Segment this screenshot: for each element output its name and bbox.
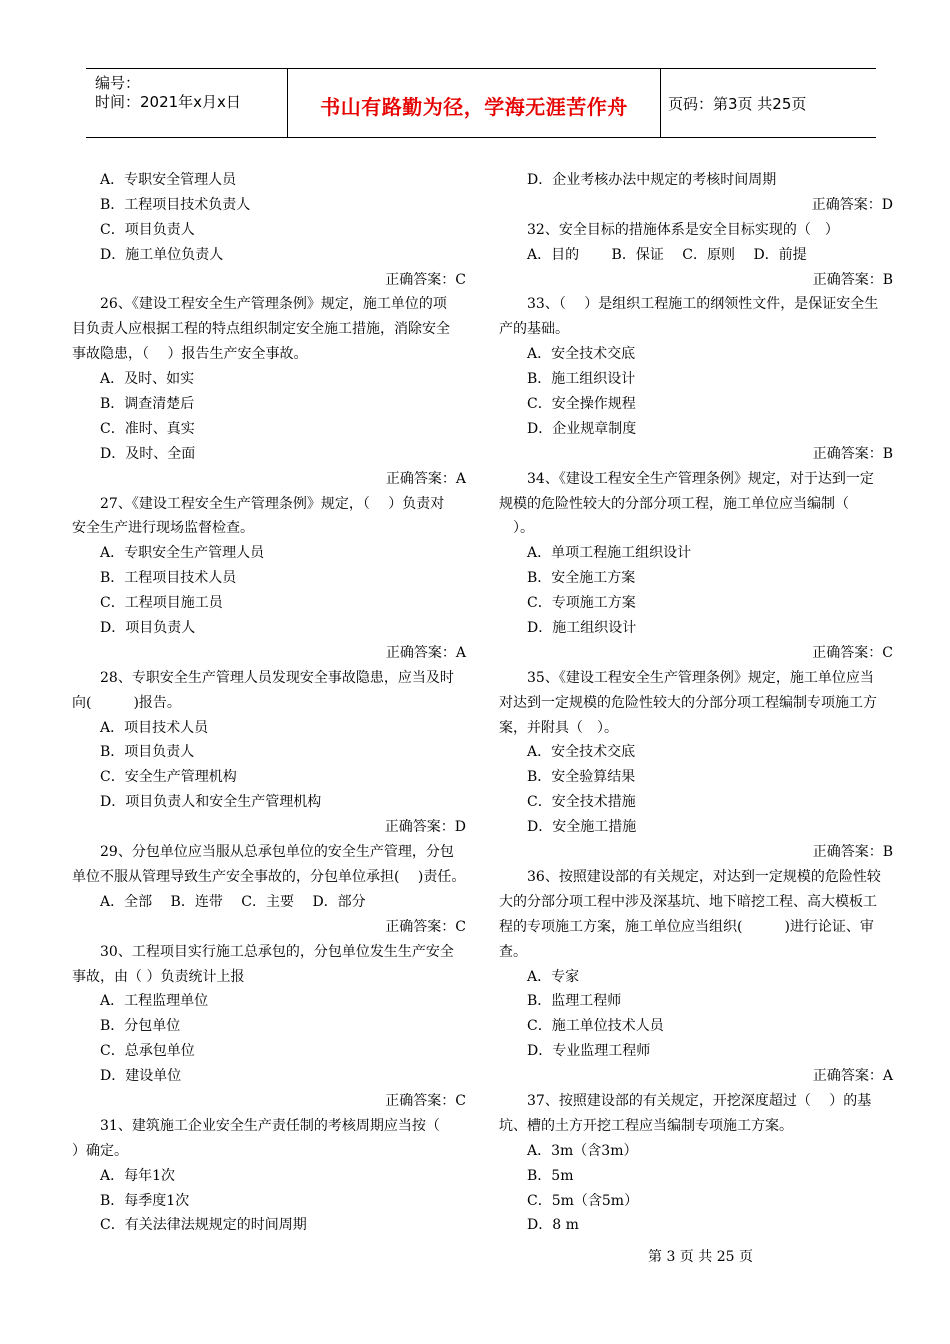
correct-answer: 正确答案：A — [385, 470, 466, 487]
question-text-continued: 安全生产进行现场监督检查。 — [72, 520, 254, 537]
answer-option: C．有关法律法规规定的时间周期 — [100, 1217, 307, 1234]
question-text-continued: 产的基础。 — [499, 321, 569, 338]
question-text: 37、按照建设部的有关规定，开挖深度超过（ ）的基 — [527, 1092, 872, 1109]
correct-answer: 正确答案：C — [385, 271, 466, 288]
answer-option: D．安全施工措施 — [527, 819, 637, 836]
answer-option: A．目的 B．保证 C．原则 D．前提 — [527, 246, 807, 263]
question-text-continued: ）确定。 — [72, 1142, 128, 1159]
page-footer: 第 3 页 共 25 页 — [648, 1249, 753, 1265]
question-text: 27、《建设工程安全生产管理条例》规定，（ ）负责对 — [100, 495, 445, 512]
correct-answer: 正确答案：A — [812, 1068, 893, 1085]
question-text-continued: 大的分部分项工程中涉及深基坑、地下暗挖工程、高大模板工 — [499, 893, 877, 910]
document-number-label: 编号： — [95, 74, 141, 92]
answer-option: D．及时、全面 — [100, 445, 196, 462]
answer-option: D．施工单位负责人 — [100, 246, 224, 263]
answer-option: C．5m（含5m） — [527, 1192, 639, 1209]
question-text-continued: 事故，由（ ）负责统计上报 — [72, 968, 245, 985]
answer-option: A．工程监理单位 — [100, 993, 209, 1010]
correct-answer: 正确答案：B — [812, 844, 893, 861]
answer-option: D．项目负责人和安全生产管理机构 — [100, 794, 322, 811]
question-text: 34、《建设工程安全生产管理条例》规定，对于达到一定 — [527, 470, 874, 487]
answer-option: A．专家 — [527, 968, 580, 985]
question-text-continued: 案，并附具（ ）。 — [499, 719, 618, 736]
answer-option: A．3m（含3m） — [527, 1142, 638, 1159]
answer-option: A．每年1次 — [100, 1167, 176, 1184]
answer-option: D．企业考核办法中规定的考核时间周期 — [527, 172, 777, 188]
question-text-continued: 程的专项施工方案，施工单位应当组织( )进行论证、审 — [499, 918, 874, 935]
correct-answer: 正确答案：C — [812, 644, 893, 661]
answer-option: A．安全技术交底 — [527, 744, 636, 761]
question-text: 35、《建设工程安全生产管理条例》规定，施工单位应当 — [527, 669, 874, 686]
answer-option: C．准时、真实 — [100, 420, 195, 437]
header-page-number: 页码：第3页 共25页 — [668, 95, 807, 113]
question-text: 26、《建设工程安全生产管理条例》规定，施工单位的项 — [100, 296, 447, 313]
question-text-continued: ）。 — [499, 520, 534, 537]
answer-option: B．5m — [527, 1167, 574, 1184]
document-time-label: 时间：2021年x月x日 — [95, 93, 241, 111]
question-text-continued: 向( )报告。 — [72, 694, 181, 711]
answer-option: A．全部 B．连带 C．主要 D．部分 — [100, 893, 366, 910]
answer-option: D．建设单位 — [100, 1068, 182, 1085]
answer-option: B．施工组织设计 — [527, 371, 636, 388]
answer-option: C．专项施工方案 — [527, 595, 636, 612]
answer-option: C．项目负责人 — [100, 221, 195, 238]
question-text: 32、安全目标的措施体系是安全目标实现的（ ） — [527, 221, 839, 238]
answer-option: C．安全技术措施 — [527, 794, 636, 811]
question-text: 36、按照建设部的有关规定，对达到一定规模的危险性较 — [527, 868, 881, 885]
answer-option: C．安全生产管理机构 — [100, 769, 237, 786]
answer-option: B．项目负责人 — [100, 744, 195, 761]
correct-answer: 正确答案：A — [385, 644, 466, 661]
left-column — [72, 168, 466, 1238]
answer-option: D．施工组织设计 — [527, 620, 637, 637]
answer-option: D．企业规章制度 — [527, 420, 637, 437]
question-text-continued: 对达到一定规模的危险性较大的分部分项工程编制专项施工方 — [499, 694, 877, 711]
answer-option: A．专职安全生产管理人员 — [100, 545, 265, 562]
answer-option: C．总承包单位 — [100, 1043, 195, 1060]
answer-option: B．监理工程师 — [527, 993, 622, 1010]
correct-answer: 正确答案：D — [811, 196, 893, 213]
answer-option: A．安全技术交底 — [527, 346, 636, 363]
answer-option: B．调查清楚后 — [100, 396, 195, 413]
answer-option: D．专业监理工程师 — [527, 1043, 651, 1060]
question-text: 31、建筑施工企业安全生产责任制的考核周期应当按（ — [100, 1117, 440, 1134]
answer-option: B．分包单位 — [100, 1018, 181, 1035]
answer-option: A．单项工程施工组织设计 — [527, 545, 692, 562]
question-text: 33、（ ）是组织工程施工的纲领性文件，是保证安全生 — [527, 296, 879, 313]
question-text: 30、工程项目实行施工总承包的，分包单位发生生产安全 — [100, 943, 454, 960]
answer-option: D．8 m — [527, 1217, 579, 1234]
answer-option: D．项目负责人 — [100, 620, 196, 637]
correct-answer: 正确答案：D — [384, 819, 466, 836]
answer-option: A．及时、如实 — [100, 371, 195, 388]
answer-option: C．工程项目施工员 — [100, 595, 223, 612]
question-text-continued: 坑、槽的土方开挖工程应当编制专项施工方案。 — [499, 1117, 793, 1134]
question-text-continued: 事故隐患，（ ）报告生产安全事故。 — [72, 346, 308, 363]
header-meta-cell — [86, 69, 286, 137]
question-text-continued: 单位不服从管理导致生产安全事故的，分包单位承担( )责任。 — [72, 868, 466, 885]
correct-answer: 正确答案：C — [385, 918, 466, 935]
right-column — [499, 168, 893, 1238]
motto-text: 书山有路勤为径，学海无涯苦作舟 — [320, 95, 628, 119]
answer-option: C．安全操作规程 — [527, 396, 636, 413]
question-text-continued: 目负责人应根据工程的特点组织制定安全施工措施，消除安全 — [72, 321, 450, 338]
answer-option: B．安全验算结果 — [527, 769, 636, 786]
header-table — [86, 68, 876, 138]
question-text: 29、分包单位应当服从总承包单位的安全生产管理，分包 — [100, 844, 454, 861]
question-text-continued: 规模的危险性较大的分部分项工程，施工单位应当编制（ — [499, 495, 849, 512]
header-motto-cell — [287, 69, 661, 137]
correct-answer: 正确答案：B — [812, 445, 893, 462]
answer-option: C．施工单位技术人员 — [527, 1018, 664, 1035]
correct-answer: 正确答案：B — [812, 271, 893, 288]
question-text-continued: 查。 — [499, 943, 527, 960]
answer-option: B．工程项目技术人员 — [100, 570, 237, 587]
question-text: 28、专职安全生产管理人员发现安全事故隐患，应当及时 — [100, 669, 454, 686]
header-page-cell — [660, 69, 876, 137]
answer-option: B．每季度1次 — [100, 1192, 190, 1209]
answer-option: B．工程项目技术负责人 — [100, 196, 251, 213]
answer-option: A．项目技术人员 — [100, 719, 209, 736]
correct-answer: 正确答案：C — [385, 1092, 466, 1109]
answer-option: B．安全施工方案 — [527, 570, 636, 587]
answer-option: A．专职安全管理人员 — [100, 172, 237, 188]
